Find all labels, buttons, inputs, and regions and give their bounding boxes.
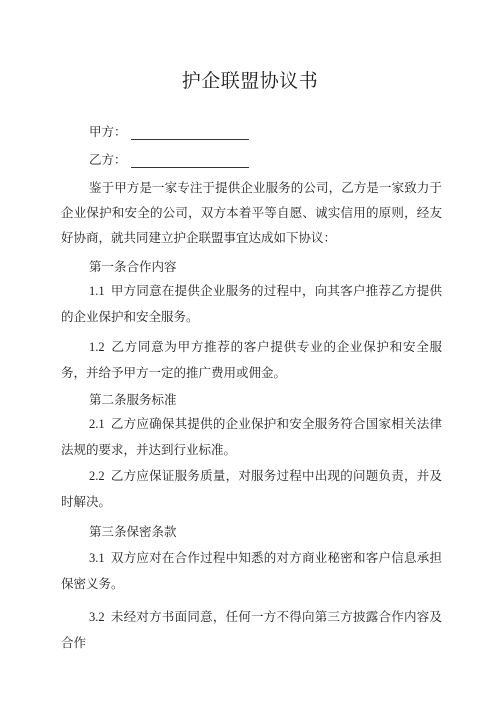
section-heading-2: 第二条服务标准 bbox=[89, 392, 177, 407]
clause-2-2 bbox=[61, 463, 442, 514]
party-a-label: 甲方： bbox=[89, 124, 127, 139]
section-heading-3: 第三条保密条款 bbox=[89, 524, 177, 539]
party-b-label: 乙方： bbox=[89, 152, 127, 167]
section-heading-1: 第一条合作内容 bbox=[89, 259, 177, 274]
clause-3-2 bbox=[61, 604, 442, 655]
clause-1-1 bbox=[61, 278, 442, 329]
clause-number: 1.1 bbox=[89, 284, 105, 298]
clause-number: 3.2 bbox=[89, 610, 105, 624]
clause-number: 3.1 bbox=[89, 551, 105, 565]
clause-text: 乙方应保证服务质量，对服务过程中出现的问题负责，并及时解决。 bbox=[61, 468, 442, 509]
clause-number: 2.2 bbox=[89, 469, 105, 483]
clause-number: 1.2 bbox=[89, 340, 105, 354]
clause-number: 2.1 bbox=[89, 417, 105, 431]
document-title: 护企联盟协议书 bbox=[181, 70, 319, 92]
clause-2-1 bbox=[61, 411, 442, 462]
clause-text: 双方应对在合作过程中知悉的对方商业秘密和客户信息承担保密义务。 bbox=[61, 550, 442, 591]
clause-text: 乙方同意为甲方推荐的客户提供专业的企业保护和安全服务，并给予甲方一定的推广费用或佣金。 bbox=[61, 339, 442, 380]
intro-paragraph: 鉴于甲方是一家专注于提供企业服务的公司，乙方是一家致力于企业保护和安全的公司，双方本着平等自愿、诚实信用的原则，经友好协商，就共同建立护企联盟事宜达成如下协议： bbox=[61, 180, 442, 245]
party-a-blank-line bbox=[131, 127, 249, 140]
clause-text: 乙方应确保其提供的企业保护和安全服务符合国家相关法律法规的要求，并达到行业标准。 bbox=[61, 416, 442, 457]
clause-text: 甲方同意在提供企业服务的过程中，向其客户推荐乙方提供的企业保护和安全服务。 bbox=[61, 283, 442, 324]
clause-1-2 bbox=[61, 334, 442, 385]
clause-3-1 bbox=[61, 545, 442, 596]
party-a-field bbox=[89, 122, 249, 140]
party-b-field bbox=[89, 150, 249, 168]
clause-text: 未经对方书面同意，任何一方不得向第三方披露合作内容及合作 bbox=[61, 609, 442, 650]
party-b-blank-line bbox=[131, 155, 249, 168]
